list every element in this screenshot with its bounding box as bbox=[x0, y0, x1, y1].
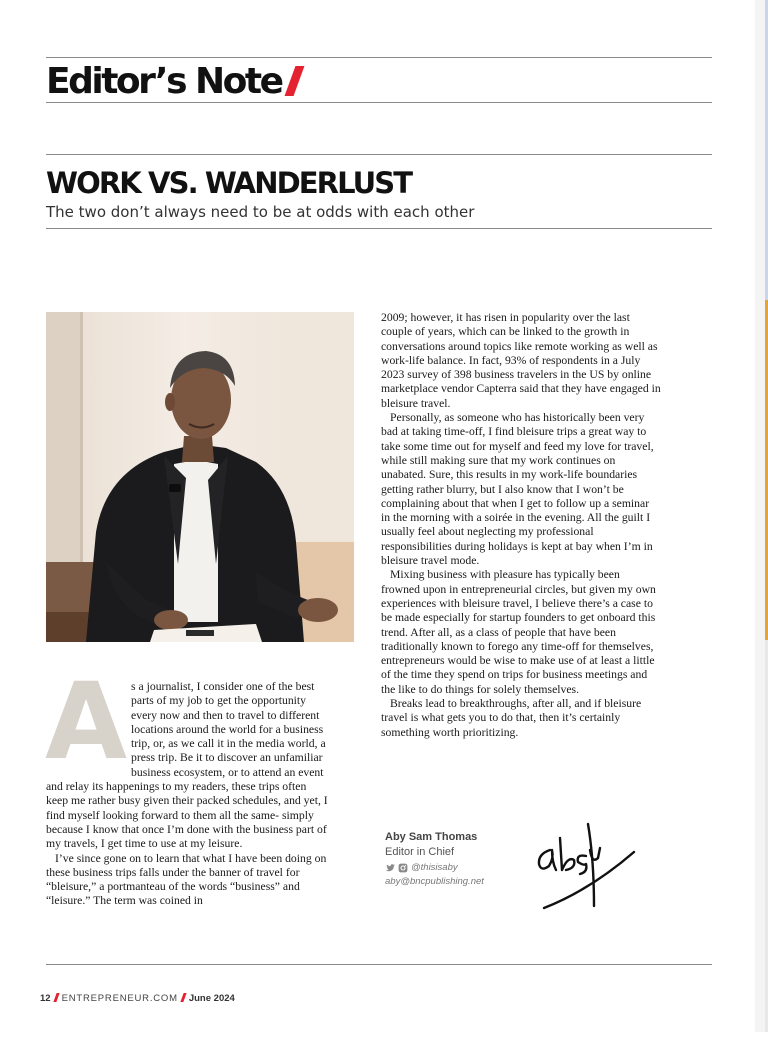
section-slash-accent bbox=[284, 66, 304, 96]
twitter-icon[interactable] bbox=[385, 863, 395, 873]
article-deck: The two don’t always need to be at odds with each other bbox=[46, 203, 475, 221]
author-name: Aby Sam Thomas bbox=[385, 831, 478, 843]
footer-rule bbox=[46, 964, 712, 965]
drop-cap: A bbox=[45, 660, 126, 783]
section-title-text: Editor’s Note bbox=[46, 61, 282, 102]
instagram-icon[interactable] bbox=[398, 863, 408, 873]
article-headline: WORK VS. WANDERLUST bbox=[46, 166, 412, 200]
author-handle[interactable]: @thisisaby bbox=[411, 862, 458, 873]
article-body-left-column bbox=[45, 660, 329, 909]
footer-slash bbox=[53, 993, 59, 1002]
page-number: 12 bbox=[40, 993, 51, 1004]
author-social bbox=[385, 861, 484, 875]
handwritten-signature bbox=[530, 820, 640, 917]
editor-portrait-photo bbox=[46, 312, 354, 642]
footer-slash bbox=[180, 993, 186, 1002]
top-rule bbox=[46, 57, 712, 58]
author-role: Editor in Chief bbox=[385, 846, 455, 858]
article-body-right-column bbox=[381, 311, 661, 740]
section-title bbox=[46, 60, 299, 104]
body-paragraph: 2009; however, it has risen in popularity over the last couple of years, which can be linked to the growth in conversations around topics like remote working as well as work-life balance. In fact, 93% of respondents in a July 2023 survey of 398 business travelers in the US by online marketplace vendor Capterra said that they have engaged in bleisure travel. bbox=[381, 311, 661, 410]
body-paragraph: Personally, as someone who has historically been very bad at taking time-off, I find bleisure trips a great way to take some time out for myself and feed my love for travel, while still making sure that my work continues on unabated. Sure, this results in my work-life boundaries getting rather blurry, but I also know that I won’t be complaining about that when I get to follow up a seminar in the morning with a soirée in the evening. All the guilt I usually feel about neglecting my professional responsibilities during holidays is kept at bay when I’m in bleisure travel mode. bbox=[381, 411, 654, 568]
body-paragraph: Breaks lead to breakthroughs, after all, and if bleisure travel is what gets you to do that, then it’s certainly something worth prioritizing. bbox=[381, 697, 642, 739]
footer-site[interactable]: ENTREPRENEUR.COM bbox=[61, 993, 178, 1004]
headline-rule-bottom bbox=[46, 228, 712, 229]
issue-date: June 2024 bbox=[188, 993, 235, 1004]
page-edge-strip bbox=[755, 0, 768, 1032]
body-paragraph: Mixing business with pleasure has typically been frowned upon in entrepreneurial circles, but given my own experiences with bleisure travel, I believe there’s a case to be made especially for startup founders to get onboard this trend. After all, as a class of people that have been traditionally known to forego any time-off for themselves, entrepreneurs would be wise to make use of at least a little of the time they spend on trips for business meetings and the like to do things for solely themselves. bbox=[381, 568, 656, 696]
body-paragraph: s a journalist, I consider one of the best parts of my job to get the opportunity every now and then to travel to different locations around the world for a business trip, or, as we call it in the media world, a press trip. Be it to discover an unfamiliar business ecosystem, or to attend an event and relay its happenings to my readers, these trips often keep me rather busy given their packed schedules, and yet, I find myself looking forward to them all the same- simply because I know that once I’m done with the business part of my travels, I get time to use at my leisure. bbox=[46, 680, 328, 851]
body-paragraph: I’ve since gone on to learn that what I have been doing on these business trips falls under the banner of travel for “bleisure,” a portmanteau of the words “business” and “leisure.” The term was coined in bbox=[46, 851, 327, 908]
author-email[interactable]: aby@bncpublishing.net bbox=[385, 876, 484, 887]
page-footer bbox=[40, 993, 235, 1005]
headline-rule-top bbox=[46, 154, 712, 155]
author-byline bbox=[385, 830, 484, 889]
